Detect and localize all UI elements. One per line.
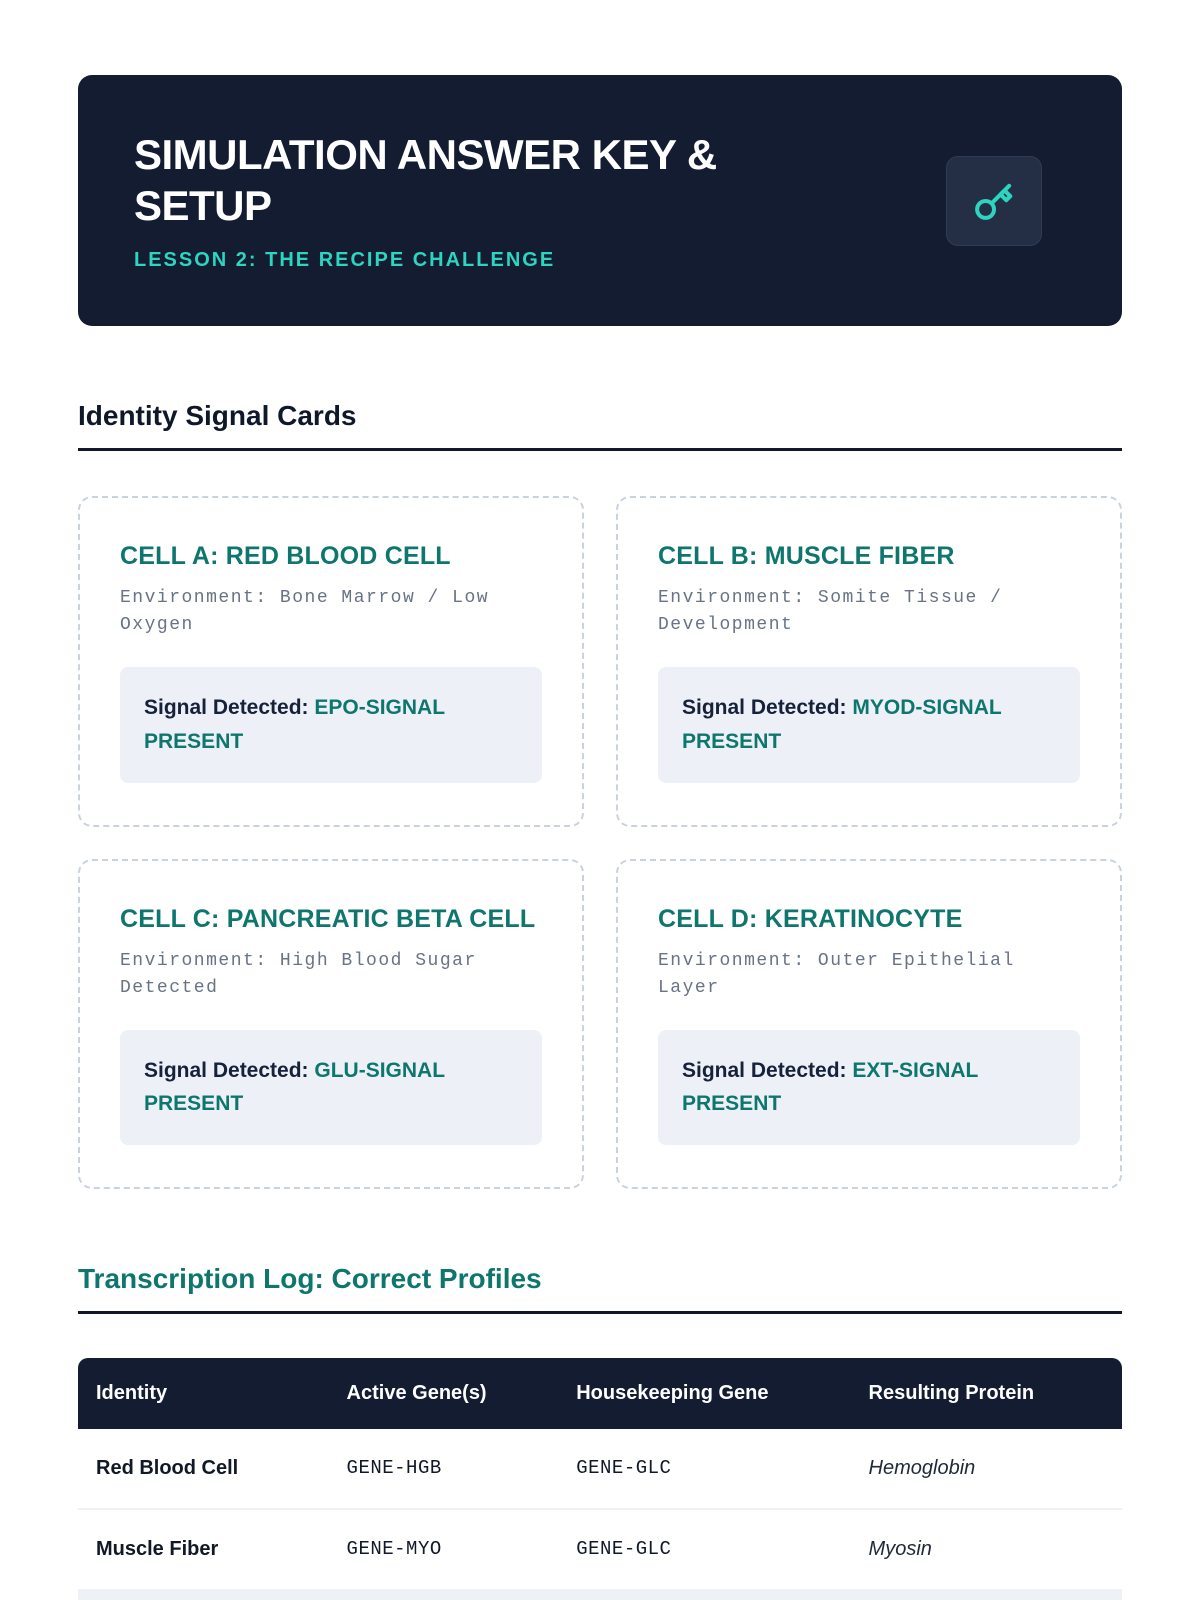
table-row-partial	[78, 1591, 1122, 1600]
card-cell-b	[616, 496, 1122, 826]
signal-value: EPO-SIGNAL PRESENT	[144, 696, 445, 754]
signal-box	[120, 667, 542, 782]
transcription-table	[78, 1358, 1122, 1591]
cell-identity: Muscle Fiber	[78, 1509, 329, 1590]
transcription-table-wrap	[78, 1358, 1122, 1600]
cell-active-gene: GENE-MYO	[329, 1509, 559, 1590]
card-environment: Environment: Somite Tissue / Development	[658, 588, 1003, 636]
column-header-housekeeping-gene: Housekeeping Gene	[558, 1358, 850, 1429]
cell-identity: Red Blood Cell	[78, 1429, 329, 1509]
cell-active-gene: GENE-HGB	[329, 1429, 559, 1509]
page	[0, 75, 1200, 1600]
table-row	[78, 1509, 1122, 1590]
key-icon	[971, 178, 1017, 224]
header-card	[78, 75, 1122, 326]
card-cell-d	[616, 859, 1122, 1189]
signal-label: Signal Detected:	[144, 696, 315, 720]
signal-text	[144, 1054, 494, 1121]
page-subtitle: LESSON 2: THE RECIPE CHALLENGE	[134, 249, 556, 272]
cell-housekeeping-gene: GENE-GLC	[558, 1429, 850, 1509]
signal-text	[682, 1054, 1032, 1121]
card-title: CELL B: MUSCLE FIBER	[658, 542, 955, 571]
signal-box	[120, 1030, 542, 1145]
column-header-identity: Identity	[78, 1358, 329, 1429]
signal-box	[658, 1030, 1080, 1145]
signal-label: Signal Detected:	[682, 696, 853, 720]
card-cell-a	[78, 496, 584, 826]
card-title: CELL C: PANCREATIC BETA CELL	[120, 904, 536, 933]
card-environment: Environment: Bone Marrow / Low Oxygen	[120, 588, 490, 636]
signal-value: GLU-SIGNAL PRESENT	[144, 1058, 445, 1116]
card-environment: Environment: Outer Epithelial Layer	[658, 950, 1015, 998]
table-header-row	[78, 1358, 1122, 1429]
cell-protein: Hemoglobin	[851, 1429, 1122, 1509]
identity-cards-grid	[78, 496, 1122, 1188]
card-environment: Environment: High Blood Sugar Detected	[120, 950, 477, 998]
signal-text	[682, 691, 1032, 758]
cards-section-heading: Identity Signal Cards	[78, 400, 1122, 451]
column-header-resulting-protein: Resulting Protein	[851, 1358, 1122, 1429]
signal-label: Signal Detected:	[144, 1058, 315, 1082]
table-section-heading: Transcription Log: Correct Profiles	[78, 1263, 1122, 1314]
card-title: CELL D: KERATINOCYTE	[658, 904, 963, 933]
table-row	[78, 1429, 1122, 1509]
signal-label: Signal Detected:	[682, 1058, 853, 1082]
column-header-active-gene: Active Gene(s)	[329, 1358, 559, 1429]
signal-value: EXT-SIGNAL PRESENT	[682, 1058, 979, 1116]
signal-text	[144, 691, 494, 758]
card-cell-c	[78, 859, 584, 1189]
cell-protein: Myosin	[851, 1509, 1122, 1590]
signal-box	[658, 667, 1080, 782]
key-icon-box	[946, 156, 1042, 246]
signal-value: MYOD-SIGNAL PRESENT	[682, 696, 1002, 754]
card-title: CELL A: RED BLOOD CELL	[120, 542, 451, 571]
cell-housekeeping-gene: GENE-GLC	[558, 1509, 850, 1590]
page-title: SIMULATION ANSWER KEY & SETUP	[134, 131, 717, 230]
